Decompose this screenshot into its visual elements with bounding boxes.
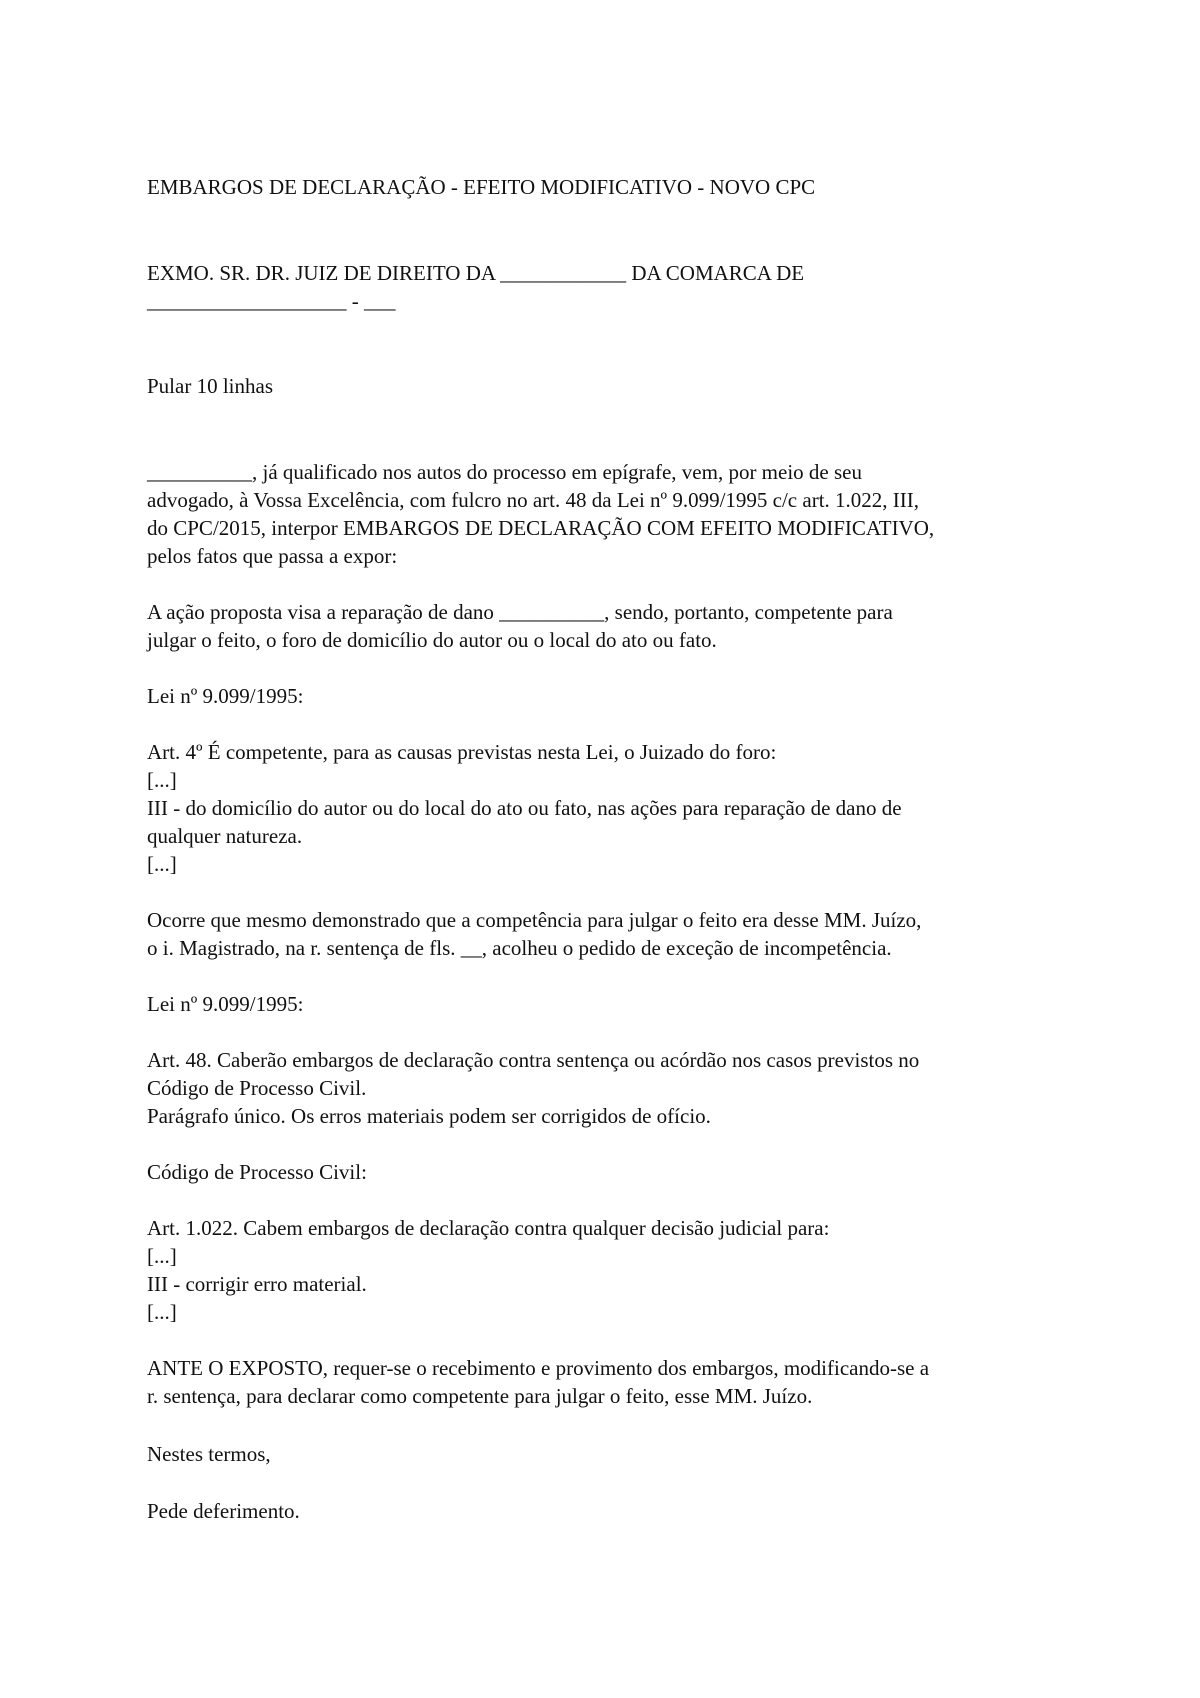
paragraph-line: do CPC/2015, interpor EMBARGOS DE DECLARAÇÃO COM EFEITO MODIFICATIVO, bbox=[147, 516, 935, 540]
paragraph-line: o i. Magistrado, na r. sentença de fls. __, acolheu o pedido de exceção de incompetência. bbox=[147, 936, 892, 960]
law-heading: Lei nº 9.099/1995: bbox=[147, 684, 304, 708]
occurs-paragraph bbox=[147, 906, 1077, 962]
art48-quote bbox=[147, 1046, 1077, 1130]
paragraph-line: __________, já qualificado nos autos do processo em epígrafe, vem, por meio de seu bbox=[147, 460, 862, 484]
law-heading: Lei nº 9.099/1995: bbox=[147, 992, 304, 1016]
addressee-line: ___________________ - ___ bbox=[147, 289, 396, 313]
art4-quote bbox=[147, 738, 1077, 878]
intro-paragraph bbox=[147, 458, 1077, 570]
quote-line: qualquer natureza. bbox=[147, 824, 303, 848]
closing-request: Pede deferimento. bbox=[147, 1499, 300, 1523]
addressee-line: EXMO. SR. DR. JUIZ DE DIREITO DA ____________ DA COMARCA DE bbox=[147, 261, 805, 285]
skip-lines-instruction: Pular 10 linhas bbox=[147, 374, 273, 398]
quote-line: III - corrigir erro material. bbox=[147, 1272, 367, 1296]
quote-line: Art. 1.022. Cabem embargos de declaração contra qualquer decisão judicial para: bbox=[147, 1216, 830, 1240]
quote-line: [...] bbox=[147, 1244, 177, 1268]
cpc-heading: Código de Processo Civil: bbox=[147, 1160, 367, 1184]
quote-line: [...] bbox=[147, 768, 177, 792]
paragraph-line: r. sentença, para declarar como competente para julgar o feito, esse MM. Juízo. bbox=[147, 1384, 813, 1408]
document-title: EMBARGOS DE DECLARAÇÃO - EFEITO MODIFICATIVO - NOVO CPC bbox=[147, 175, 816, 199]
quote-line: Art. 48. Caberão embargos de declaração contra sentença ou acórdão nos casos previstos no bbox=[147, 1048, 920, 1072]
action-paragraph bbox=[147, 598, 1077, 654]
quote-line: [...] bbox=[147, 852, 177, 876]
paragraph-line: ANTE O EXPOSTO, requer-se o recebimento e provimento dos embargos, modificando-se a bbox=[147, 1356, 930, 1380]
paragraph-line: A ação proposta visa a reparação de dano __________, sendo, portanto, competente para bbox=[147, 600, 893, 624]
document-body bbox=[147, 173, 1077, 1525]
quote-line: Art. 4º É competente, para as causas previstas nesta Lei, o Juizado do foro: bbox=[147, 740, 777, 764]
paragraph-line: Ocorre que mesmo demonstrado que a competência para julgar o feito era desse MM. Juízo, bbox=[147, 908, 922, 932]
paragraph-line: pelos fatos que passa a expor: bbox=[147, 544, 398, 568]
quote-line: Código de Processo Civil. bbox=[147, 1076, 367, 1100]
paragraph-line: julgar o feito, o foro de domicílio do autor ou o local do ato ou fato. bbox=[147, 628, 717, 652]
quote-line: [...] bbox=[147, 1300, 177, 1324]
paragraph-line: advogado, à Vossa Excelência, com fulcro no art. 48 da Lei nº 9.099/1995 c/c art. 1.022, III, bbox=[147, 488, 920, 512]
closing-terms: Nestes termos, bbox=[147, 1442, 271, 1466]
addressee-block bbox=[147, 259, 1077, 315]
quote-line: III - do domicílio do autor ou do local do ato ou fato, nas ações para reparação de dano de bbox=[147, 796, 902, 820]
quote-line: Parágrafo único. Os erros materiais podem ser corrigidos de ofício. bbox=[147, 1104, 711, 1128]
conclusion-paragraph bbox=[147, 1354, 1077, 1410]
art1022-quote bbox=[147, 1214, 1077, 1326]
